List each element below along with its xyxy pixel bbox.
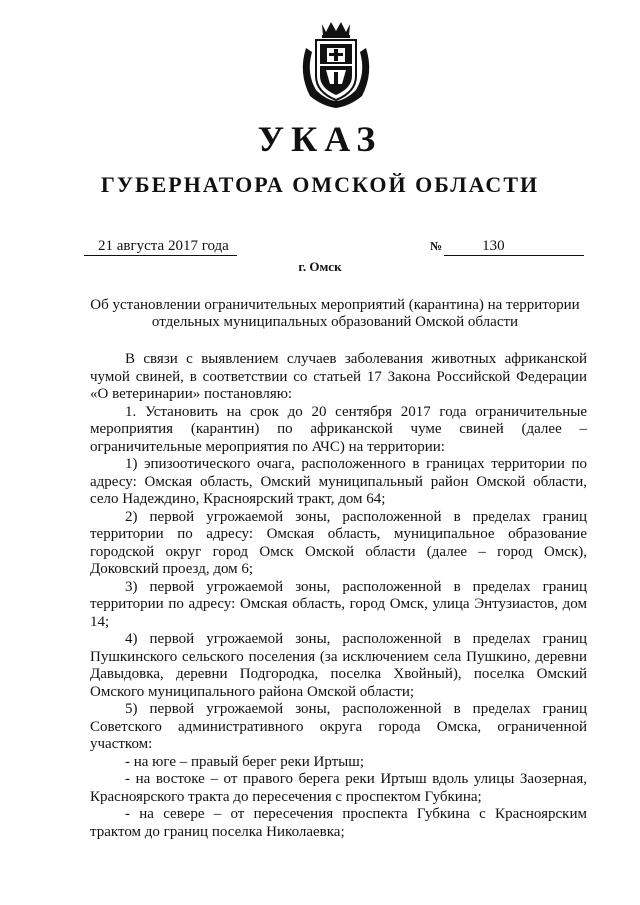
document-date: 21 августа 2017 года: [84, 237, 237, 256]
document-number: 130: [444, 237, 584, 256]
paragraph: В связи с выявлением случаев заболевания животных африканской чумой свиней, в соответствии со статьей 17 Закона Российской Федерации «О ветеринарии» постановляю:: [90, 351, 587, 402]
paragraph: - на юге – правый берег реки Иртыш;: [125, 753, 364, 770]
paragraph: 1. Установить на срок до 20 сентября 2017 года ограничительные мероприятия (карантин) по африканской чуме свиней (далее – ограничительные мероприятия по АЧС) на территории:: [90, 403, 587, 455]
paragraph: 1) эпизоотического очага, расположенного в границах территории по адресу: Омская область, Омский муниципальный район Омской области, село Надеждино, Красноярский тракт, дом 64;: [90, 456, 587, 507]
document-subject: Об установлении ограничительных мероприятий (карантина) на территории отдельных муниципальных образований Омской области: [90, 297, 580, 330]
paragraph: - на севере – от пересечения проспекта Губкина с Красноярским трактом до границ поселка Николаевка;: [90, 806, 587, 840]
omsk-coat-of-arms-icon: [296, 18, 376, 110]
document-city: г. Омск: [298, 259, 342, 274]
paragraph: 3) первой угрожаемой зоны, расположенной в пределах границ территории по адресу: Омская область, город Омск, улица Энтузиастов, дом 14;: [90, 578, 587, 630]
paragraph: - на востоке – от правого берега реки Иртыш вдоль улицы Заозерная, Красноярского тракта до пересечения с проспектом Губкина;: [90, 771, 587, 805]
paragraph: 4) первой угрожаемой зоны, расположенной в пределах границ Пушкинского сельского поселения (за исключением села Пушкино, деревни Давыдовка, деревни Подгородка, поселка Хвойный), поселка Омский Омского муниципального района Омской области;: [90, 631, 587, 700]
number-sign: №: [430, 239, 443, 253]
document-body: [90, 351, 587, 841]
document-subtitle: ГУБЕРНАТОРА ОМСКОЙ ОБЛАСТИ: [100, 172, 540, 197]
paragraph: 2) первой угрожаемой зоны, расположенной в пределах границ территории по адресу: Омская область, муниципальное образование городской округ город Омск Омской области (далее – город Омск), Доковский проезд, дом 6;: [90, 508, 587, 577]
document-title: УКАЗ: [257, 119, 383, 159]
paragraph: 5) первой угрожаемой зоны, расположенной в пределах границ Советского административного округа города Омска, ограниченной участком:: [90, 701, 587, 752]
document-number-block: [430, 237, 584, 256]
